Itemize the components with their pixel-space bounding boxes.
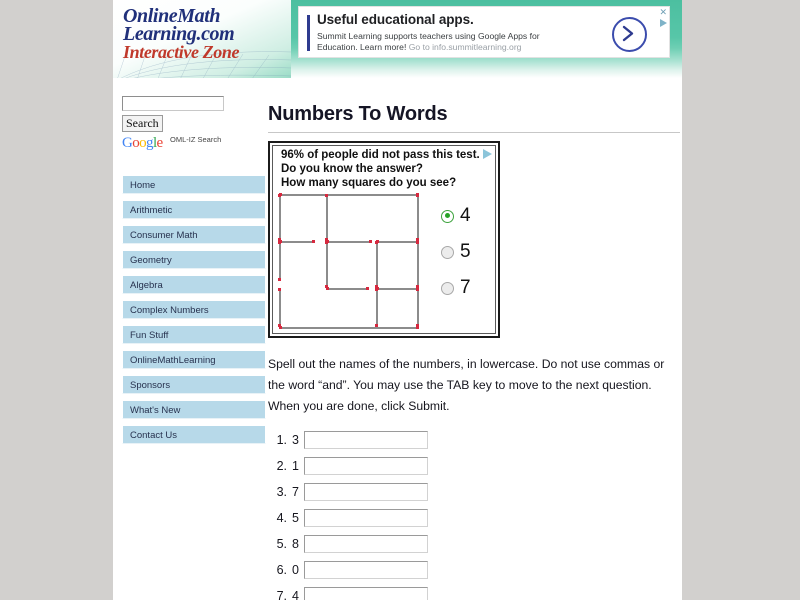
puzzle-endpoint-dot (375, 288, 378, 291)
google-letter-e: e (156, 135, 163, 151)
puzzle-endpoint-dot (375, 241, 378, 244)
question-number-value: 1 (292, 459, 299, 473)
question-number-value: 0 (292, 563, 299, 577)
radio-button-selected[interactable] (441, 210, 454, 223)
ad-body-line-1: Summit Learning supports teachers using Google Apps for (317, 31, 540, 41)
sidebar-item-label: Fun Stuff (130, 330, 169, 341)
ad-display-url: Go to info.summitlearning.org (408, 42, 522, 52)
puzzle-segment-vertical (326, 241, 328, 288)
ad-accent-bar (307, 15, 310, 51)
instructions-text: Spell out the names of the numbers, in lowercase. Do not use commas or the word “and”. You may use the TAB key to move to the next question. When you are done, click Submit. (268, 357, 665, 413)
question-row (268, 561, 680, 579)
question-index: 5. (276, 537, 287, 551)
question-number-value: 7 (292, 485, 299, 499)
puzzle-segment-vertical (376, 241, 378, 288)
answer-input-1[interactable] (304, 431, 428, 449)
puzzle-endpoint-dot (416, 324, 419, 327)
logo-line-2: Learning.com (123, 23, 235, 45)
puzzle-endpoint-dot (278, 278, 281, 281)
sidebar-item-sponsors[interactable] (122, 375, 266, 394)
radio-button[interactable] (441, 282, 454, 295)
puzzle-segment-vertical (279, 288, 281, 327)
answer-input-6[interactable] (304, 561, 428, 579)
puzzle-option-5[interactable] (441, 234, 471, 270)
answer-input-4[interactable] (304, 509, 428, 527)
close-x-icon[interactable]: ✕ (659, 7, 667, 17)
google-search-caption: OML-IZ Search (170, 135, 222, 144)
puzzle-segment-vertical (417, 288, 419, 327)
sidebar-item-onlinemathlearning[interactable] (122, 350, 266, 369)
top-banner-ad[interactable] (298, 6, 670, 58)
puzzle-option-label: 4 (460, 205, 471, 226)
puzzle-line-3: How many squares do you see? (281, 177, 457, 189)
puzzle-endpoint-dot (325, 194, 328, 197)
puzzle-line-2: Do you know the answer? (281, 163, 423, 175)
ad-body-line-2 (317, 42, 521, 52)
search-button[interactable]: Search (122, 115, 163, 132)
puzzle-segment-horizontal (279, 241, 315, 243)
puzzle-segment-vertical (376, 288, 378, 327)
puzzle-segment-horizontal (326, 241, 372, 243)
question-number-value: 3 (292, 433, 299, 447)
puzzle-line-1: 96% of people did not pass this test. (281, 149, 480, 161)
sidebar-item-label: Algebra (130, 280, 163, 291)
puzzle-segment-vertical (417, 241, 419, 288)
sidebar-item-fun-stuff[interactable] (122, 325, 266, 344)
page-container (113, 0, 682, 600)
page-title: Numbers To Words (268, 103, 448, 125)
question-row (268, 509, 680, 527)
ad-headline: Useful educational apps. (317, 12, 474, 27)
puzzle-segment-horizontal (376, 241, 419, 243)
puzzle-endpoint-dot (278, 241, 281, 244)
left-column (122, 96, 268, 450)
question-index: 1. (276, 433, 287, 447)
sidebar-item-label: Complex Numbers (130, 305, 209, 316)
question-index: 6. (276, 563, 287, 577)
puzzle-endpoint-dot (375, 324, 378, 327)
puzzle-segment-vertical (279, 241, 281, 281)
question-index: 4. (276, 511, 287, 525)
main-content (268, 96, 680, 600)
logo-line-3: Interactive Zone (123, 42, 240, 62)
puzzle-answer-options (441, 198, 471, 306)
puzzle-option-label: 7 (460, 277, 471, 298)
google-letter-g1: G (122, 135, 133, 151)
sidebar-item-label: Sponsors (130, 380, 171, 391)
question-number-value: 5 (292, 511, 299, 525)
answer-input-7[interactable] (304, 587, 428, 600)
google-letter-g2: g (146, 135, 153, 151)
puzzle-endpoint-dot (416, 241, 419, 244)
puzzle-segment-horizontal (326, 288, 369, 290)
sidebar-item-label: Home (130, 180, 156, 191)
puzzle-segment-horizontal (279, 194, 419, 196)
sidebar-item-label: Arithmetic (130, 205, 173, 216)
google-search-branding (122, 135, 268, 151)
sidebar-item-arithmetic[interactable] (122, 200, 266, 219)
sidebar-item-label: Geometry (130, 255, 172, 266)
google-letter-l: l (152, 135, 157, 151)
puzzle-endpoint-dot (416, 288, 419, 291)
sidebar-item-algebra[interactable] (122, 275, 266, 294)
puzzle-segment-vertical (417, 194, 419, 241)
sidebar-item-complex-numbers[interactable] (122, 300, 266, 319)
sidebar-item-what-s-new[interactable] (122, 400, 266, 419)
question-row (268, 535, 680, 553)
question-row (268, 483, 680, 501)
sidebar-item-label: Consumer Math (130, 230, 198, 241)
puzzle-endpoint-dot (366, 287, 369, 290)
puzzle-segment-horizontal (376, 288, 419, 290)
answer-input-2[interactable] (304, 457, 428, 475)
answer-input-3[interactable] (304, 483, 428, 501)
sidebar-item-contact-us[interactable] (122, 425, 266, 444)
google-letter-o2: o (139, 135, 147, 151)
question-index: 2. (276, 459, 287, 473)
sidebar-item-label: Contact Us (130, 430, 177, 441)
title-divider (268, 132, 680, 133)
google-letter-o1: o (132, 135, 140, 151)
puzzle-endpoint-dot (369, 240, 372, 243)
question-index: 7. (276, 589, 287, 600)
puzzle-ad[interactable] (268, 141, 500, 338)
adchoices-triangle-icon[interactable] (483, 149, 492, 159)
puzzle-option-label: 5 (460, 241, 471, 262)
sidebar-item-consumer-math[interactable] (122, 225, 266, 244)
sidebar-item-label: What's New (130, 405, 181, 416)
puzzle-option-4[interactable] (441, 198, 471, 234)
google-logo (122, 136, 163, 151)
sidebar-item-geometry[interactable] (122, 250, 266, 269)
ad-body-bold: Education. Learn more! (317, 42, 407, 52)
answer-input-5[interactable] (304, 535, 428, 553)
sidebar-nav (122, 175, 268, 444)
puzzle-endpoint-dot (278, 324, 281, 327)
site-logo[interactable] (113, 0, 291, 78)
question-number-value: 8 (292, 537, 299, 551)
question-row (268, 431, 680, 449)
puzzle-endpoint-dot (278, 288, 281, 291)
site-header (113, 0, 682, 78)
puzzle-ad-inner-frame (272, 145, 496, 334)
puzzle-segment-vertical (279, 194, 281, 241)
puzzle-option-7[interactable] (441, 270, 471, 306)
puzzle-segment-vertical (326, 194, 328, 241)
puzzle-endpoint-dot (416, 194, 419, 197)
question-index: 3. (276, 485, 287, 499)
logo-line-1: OnlineMath (123, 5, 221, 27)
puzzle-endpoint-dot (312, 240, 315, 243)
question-list (268, 431, 680, 600)
question-row (268, 587, 680, 600)
sidebar-item-label: OnlineMathLearning (130, 355, 216, 366)
adchoices-triangle-icon[interactable] (660, 19, 667, 27)
chevron-right-icon[interactable] (612, 17, 647, 52)
puzzle-endpoint-dot (278, 194, 281, 197)
question-row (268, 457, 680, 475)
question-number-value: 4 (292, 589, 299, 600)
puzzle-endpoint-dot (325, 285, 328, 288)
sidebar-item-home[interactable] (122, 175, 266, 194)
puzzle-segment-horizontal (279, 327, 419, 329)
search-input[interactable] (122, 96, 224, 111)
puzzle-endpoint-dot (325, 241, 328, 244)
radio-button[interactable] (441, 246, 454, 259)
squares-puzzle-graphic (279, 194, 423, 331)
